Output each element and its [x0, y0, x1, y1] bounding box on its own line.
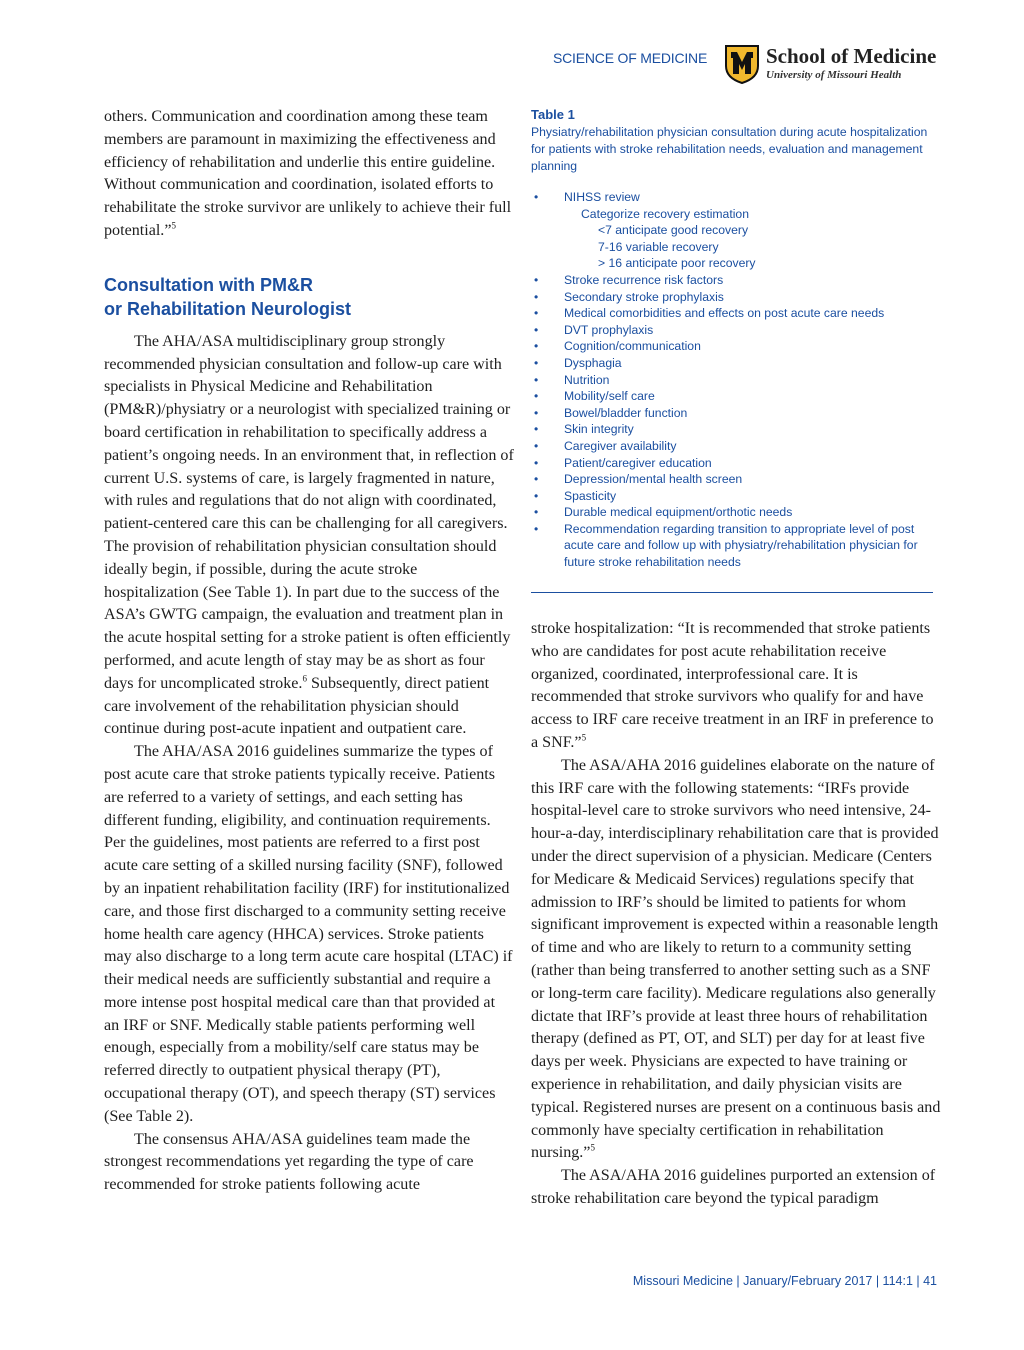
table-caption: Physiatry/rehabilitation physician consultation during acute hospitalization for patients with stroke rehabilitation needs, evaluation and management planning	[531, 125, 928, 173]
table-list-item: • Depression/mental health screen	[531, 471, 933, 488]
paragraph: The consensus AHA/ASA guidelines team made the strongest recommendations yet regarding the type of care recommended for stroke patients following acute	[104, 1130, 474, 1194]
table-list-item: • Durable medical equipment/orthotic needs	[531, 504, 933, 521]
logo-subtitle: University of Missouri Health	[766, 69, 902, 81]
table-1	[531, 106, 933, 571]
table-bullet-list	[531, 189, 933, 571]
paragraph: The ASA/AHA 2016 guidelines purported an extension of stroke rehabilitation care beyond the typical paradigm	[531, 1167, 936, 1207]
table-list-item: • Secondary stroke prophylaxis	[531, 289, 933, 306]
table-list-item: • Dysphagia	[531, 355, 933, 372]
left-column	[104, 106, 514, 1197]
table-list-item: • Skin integrity	[531, 421, 933, 438]
table-list-item: 7-16 variable recovery	[598, 239, 719, 254]
table-list-item: > 16 anticipate poor recovery	[598, 256, 756, 271]
table-divider	[531, 592, 933, 593]
reference-superscript: 6	[302, 673, 307, 684]
table-list-item: • DVT prophylaxis	[531, 322, 933, 339]
table-list-item: • Caregiver availability	[531, 438, 933, 455]
table-list-item: • Patient/caregiver education	[531, 455, 933, 472]
reference-superscript: 5	[581, 732, 587, 743]
right-column	[531, 618, 941, 1211]
paragraph: others. Communication and coordination among these team members are paramount in maximizing the effectiveness and efficiency of rehabilitation and underlie this entire guideline. Without communication and coordination, isolated efforts to rehabilitate the stroke survivor are unlikely to achieve their full potential.”$^5$	[104, 108, 512, 239]
paragraph: The AHA/ASA 2016 guidelines summarize the types of post acute care that stroke patients typically receive. Patients are referred to a variety of settings, and each setting has different funding, eligibility, and continuation requirements. Per the guidelines, most patients are referred to a first post acute care setting of a skilled nursing facility (SNF), followed by an inpatient rehabilitation facility (IRF) for institutionalized care, and those first discharged to a community setting receive home health care agency (HHCA) services. Stroke patients may also discharge to a long term acute care hospital (LTAC) if their medical needs are sufficiently substantial and require a more intense post hospital medical care than that provided at an IRF or SNF. Medically stable patients performing well enough, especially from a mobility/self care status may be referred directly to outpatient physical therapy (PT), occupational therapy (OT), and speech therapy (ST) services (See Table 2).	[104, 743, 513, 1125]
table-list-item: • Bowel/bladder function	[531, 405, 933, 422]
paragraph: The ASA/AHA 2016 guidelines elaborate on the nature of this IRF care with the following statements: “IRFs provide hospital-level care to stroke survivors who need intensive, 24-hour-a-day, interdisciplinary rehabilitation care that is provided under the direct supervision of a physician. Medicare (Centers for Medicare & Medicaid Services) regulations specify that admission to IRF’s should be limited to patients for whom significant improvement is expected within a reasonable length of time and who are likely to return to a community setting (rather than being transferred to another setting such as a SNF or long-term care facility). Medicare regulations also generally dictate that IRF’s provide at least three hours of rehabilitation therapy (defined as PT, OT, and SLT) per day for at least five days per week. Physicians are expected to have training or experience in rehabilitation, and daily physician visits are typical. Registered nurses are present on a continuous basis and commonly have specialty certification in rehabilitation nursing.”$^5$	[531, 756, 941, 1162]
table-list-item: • Cognition/communication	[531, 338, 933, 355]
section-heading: Consultation with PM&R or Rehabilitation Neurologist	[104, 274, 352, 319]
table-list-item: <7 anticipate good recovery	[598, 223, 749, 238]
reference-superscript: 5	[590, 1142, 595, 1153]
paragraph: stroke hospitalization: “It is recommended that stroke patients who are candidates for post acute rehabilitation receive organized, coordinated, interprofessional care. It is recommended that stroke survivors who qualify for and have access to IRF care receive treatment in an IRF in preference to a SNF.”$^5$	[531, 620, 934, 751]
paragraph: The AHA/ASA multidisciplinary group strongly recommended physician consultation and follow-up care with specialists in Physical Medicine and Rehabilitation (PM&R)/physiatry or a neurologist with specialized training or board certification in rehabilitation to specifically address a patient’s ongoing needs. In an environment that, in reflection of current U.S. systems of care, is largely fragmented in nature, with rules and regulations that do not align with coordinated, patient-centered care this can be challenging for all caregivers. The provision of rehabilitation physician consultation should ideally begin, if possible, during the acute stroke hospitalization (See Table 1). In part due to the success of the ASA’s GWTG campaign, the evaluation and treatment plan in the acute hospital setting for a stroke patient is often efficiently performed, and acute length of stay may be as short as four days for uncomplicated stroke.$^6$ Subsequently, direct patient care involvement of the rehabilitation physician should continue during post-acute inpatient and outpatient care.	[104, 332, 514, 738]
reference-superscript: 5	[171, 220, 176, 231]
table-list-item: • Nutrition	[531, 372, 933, 389]
logo-title: School of Medicine	[766, 44, 937, 68]
table-list-item: • Recommendation regarding transition to appropriate level of post acute care and follow up with physiatry/rehabilitation physician for future stroke rehabilitation needs	[531, 521, 933, 571]
table-title: Table 1	[531, 107, 575, 122]
mizzou-shield-icon	[724, 44, 760, 84]
table-list-item: • Spasticity	[531, 488, 933, 505]
table-list-item: • NIHSS review	[531, 189, 933, 206]
table-list-item: • Medical comorbidities and effects on post acute care needs	[531, 305, 933, 322]
page-footer: Missouri Medicine | January/February 2017 | 114:1 | 41	[632, 1274, 937, 1288]
table-list-item: Categorize recovery estimation	[581, 206, 749, 221]
header-kicker: SCIENCE OF MEDICINE	[553, 50, 708, 66]
school-logo	[724, 44, 954, 88]
table-list-item: • Stroke recurrence risk factors	[531, 272, 933, 289]
table-list-item: • Mobility/self care	[531, 388, 933, 405]
